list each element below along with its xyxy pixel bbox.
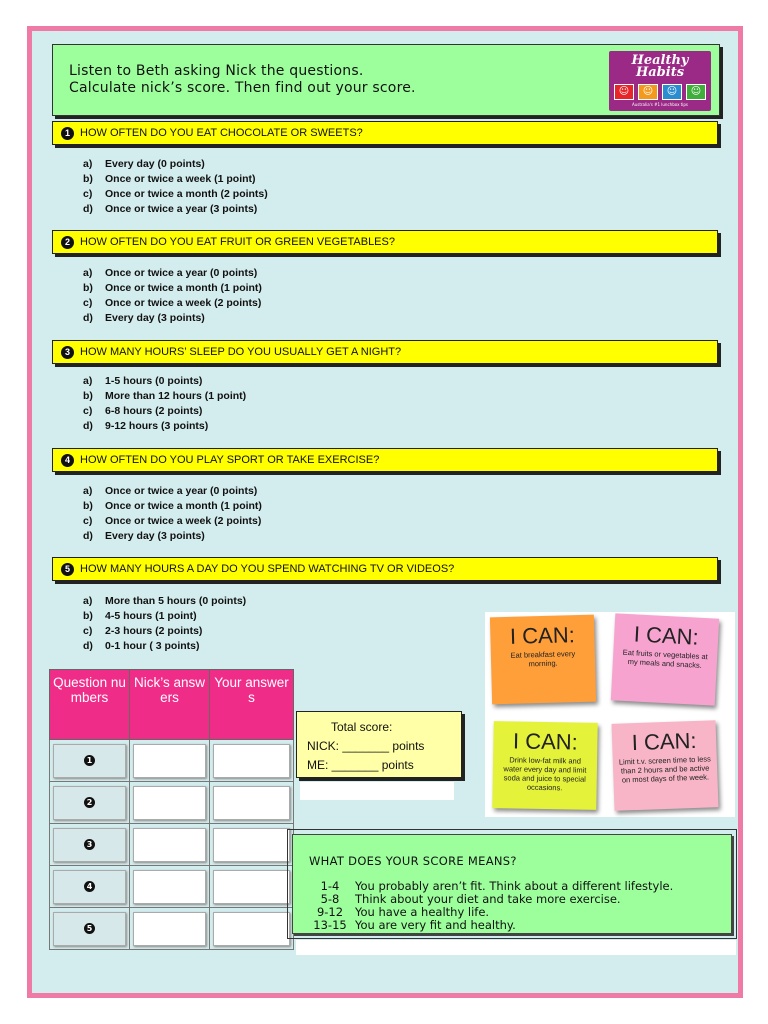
question-2-text: HOW OFTEN DO YOU EAT FRUIT OR GREEN VEGETABLES? [80, 236, 395, 248]
nick-answer-cell[interactable] [130, 908, 210, 950]
option-item [83, 266, 262, 281]
sticky-note-screen-time [612, 720, 719, 811]
option-text: Once or twice a year (3 points) [105, 203, 258, 215]
sticky-note-milk [492, 721, 598, 810]
table-row [50, 782, 294, 824]
header-nicks-answers: Nick’s answers [130, 670, 210, 740]
total-score-box [296, 711, 462, 778]
option-item [83, 609, 246, 624]
option-text: Once or twice a week (1 point) [105, 173, 256, 185]
sticky-note-title: I CAN: [509, 622, 576, 649]
score-range: 13-15 [313, 918, 347, 932]
option-letter: d) [83, 420, 93, 432]
option-text: Every day (3 points) [105, 530, 205, 542]
logo-faces [614, 84, 706, 100]
row-number-box [53, 786, 126, 820]
smiley-face-icon: ☺ [686, 84, 706, 100]
row-number-box [53, 828, 126, 862]
option-item [83, 311, 262, 326]
nick-answer-cell[interactable] [130, 866, 210, 908]
option-item [83, 281, 262, 296]
table-row [50, 824, 294, 866]
smiley-face-icon: ☺ [614, 84, 634, 100]
option-text: 0-1 hour ( 3 points) [105, 640, 200, 652]
row-number-box [53, 912, 126, 946]
total-score-shadow-area [300, 782, 454, 800]
score-description: You probably aren’t fit. Think about a different lifestyle. [355, 879, 674, 893]
smiley-face-icon: ☺ [638, 84, 658, 100]
score-table [49, 669, 294, 950]
row-number-cell [50, 824, 130, 866]
table-row [50, 866, 294, 908]
sticky-note-text: Eat breakfast every morning. [510, 649, 576, 669]
option-item [83, 594, 246, 609]
option-text: 9-12 hours (3 points) [105, 420, 209, 432]
row-number-cell [50, 866, 130, 908]
option-letter: c) [83, 405, 93, 417]
question-1-options [83, 157, 268, 217]
table-row [50, 908, 294, 950]
sticky-note-text: Eat fruits or vegetables at my meals and snacks. [622, 647, 708, 670]
question-2-header [52, 230, 718, 254]
your-answer-cell[interactable] [210, 866, 294, 908]
healthy-habits-logo [609, 51, 711, 111]
option-item [83, 157, 268, 172]
score-range-row [309, 919, 516, 932]
option-item [83, 499, 262, 514]
nick-answer-cell[interactable] [130, 782, 210, 824]
option-letter: b) [83, 390, 93, 402]
option-text: Once or twice a month (1 point) [105, 500, 262, 512]
option-item [83, 296, 262, 311]
option-letter: d) [83, 312, 93, 324]
option-item [83, 172, 268, 187]
question-3-header [52, 340, 718, 364]
option-item [83, 202, 268, 217]
sticky-note-breakfast [490, 615, 596, 705]
option-text: Once or twice a year (0 points) [105, 267, 258, 279]
option-letter: c) [83, 625, 93, 637]
table-row [50, 740, 294, 782]
question-4-header [52, 448, 718, 472]
question-5-options [83, 594, 246, 654]
question-3-text: HOW MANY HOURS’ SLEEP DO YOU USUALLY GET A NIGHT? [80, 346, 402, 358]
my-total-line[interactable]: ME: _______ points [307, 758, 414, 772]
option-letter: b) [83, 173, 93, 185]
row-number-cell [50, 782, 130, 824]
score-meaning-panel [292, 834, 732, 934]
intro-box [52, 44, 720, 116]
nick-answer-box[interactable] [133, 786, 206, 820]
your-answer-box[interactable] [213, 786, 290, 820]
nick-total-line[interactable]: NICK: _______ points [307, 739, 425, 753]
option-item [83, 187, 268, 202]
question-3-options [83, 374, 246, 434]
your-answer-cell[interactable] [210, 782, 294, 824]
option-letter: b) [83, 610, 93, 622]
number-2-icon: 2 [84, 797, 95, 808]
option-letter: c) [83, 515, 93, 527]
intro-line-1: Listen to Beth asking Nick the questions. [69, 63, 364, 79]
nick-answer-box[interactable] [133, 870, 206, 904]
total-score-title: Total score: [331, 720, 393, 734]
option-item [83, 419, 246, 434]
sticky-note-title: I CAN: [633, 621, 700, 650]
option-letter: a) [83, 158, 93, 170]
option-text: 2-3 hours (2 points) [105, 625, 203, 637]
row-number-box [53, 744, 126, 778]
question-5-header [52, 557, 718, 581]
nick-answer-box[interactable] [133, 828, 206, 862]
number-4-icon: 4 [84, 881, 95, 892]
option-letter: b) [83, 500, 93, 512]
sticky-note-title: I CAN: [512, 728, 579, 755]
option-letter: d) [83, 203, 93, 215]
option-letter: a) [83, 267, 93, 279]
option-item [83, 374, 246, 389]
score-range: 9-12 [316, 905, 344, 919]
option-letter: a) [83, 375, 93, 387]
i-can-sticky-notes-image [485, 612, 735, 817]
score-range: 5-8 [320, 892, 340, 906]
intro-text [69, 63, 416, 97]
option-letter: a) [83, 595, 93, 607]
number-3-icon: 3 [61, 346, 74, 359]
score-range: 1-4 [320, 879, 340, 893]
option-text: Every day (0 points) [105, 158, 205, 170]
question-5-text: HOW MANY HOURS A DAY DO YOU SPEND WATCHING TV OR VIDEOS? [80, 563, 455, 575]
option-text: 4-5 hours (1 point) [105, 610, 197, 622]
logo-tagline: Australia's #1 lunchbox tips [631, 102, 689, 107]
number-1-icon: 1 [61, 127, 74, 140]
header-your-answers: Your answers [210, 670, 294, 740]
option-text: 1-5 hours (0 points) [105, 375, 203, 387]
your-answer-box[interactable] [213, 912, 290, 946]
row-number-cell [50, 740, 130, 782]
option-text: Every day (3 points) [105, 312, 205, 324]
option-letter: a) [83, 485, 93, 497]
table-header-row [50, 670, 294, 740]
sticky-note-text: Drink low-fat milk and water every day and limit soda and juice to special occasions. [503, 755, 587, 793]
your-answer-box[interactable] [213, 870, 290, 904]
option-text: More than 5 hours (0 points) [105, 595, 247, 607]
option-item [83, 484, 262, 499]
question-4-text: HOW OFTEN DO YOU PLAY SPORT OR TAKE EXERCISE? [80, 454, 380, 466]
row-number-box [53, 870, 126, 904]
smiley-face-icon: ☺ [662, 84, 682, 100]
option-text: Once or twice a week (2 points) [105, 515, 262, 527]
nick-answer-cell[interactable] [130, 824, 210, 866]
row-number-cell [50, 908, 130, 950]
option-text: Once or twice a week (2 points) [105, 297, 262, 309]
question-1-text: HOW OFTEN DO YOU EAT CHOCOLATE OR SWEETS? [80, 127, 363, 139]
score-meaning-box [287, 829, 737, 939]
score-description: You are very fit and healthy. [355, 918, 516, 932]
score-meaning-title: WHAT DOES YOUR SCORE MEANS? [309, 854, 517, 868]
option-item [83, 514, 262, 529]
nick-answer-box[interactable] [133, 744, 206, 778]
nick-answer-cell[interactable] [130, 740, 210, 782]
sticky-note-title: I CAN: [631, 727, 697, 756]
option-text: Once or twice a month (2 points) [105, 188, 268, 200]
option-text: 6-8 hours (2 points) [105, 405, 203, 417]
option-letter: c) [83, 297, 93, 309]
option-letter: c) [83, 188, 93, 200]
sticky-note-text: Limit t.v. screen time to less than 2 hours and be active on most days of the week. [618, 754, 711, 785]
number-3-icon: 3 [84, 839, 95, 850]
score-meaning-shadow-area [296, 940, 736, 955]
your-answer-box[interactable] [213, 828, 290, 862]
number-1-icon: 1 [84, 755, 95, 766]
score-description: You have a healthy life. [355, 905, 490, 919]
nick-answer-box[interactable] [133, 912, 206, 946]
your-answer-cell[interactable] [210, 824, 294, 866]
option-item [83, 639, 246, 654]
option-text: Once or twice a year (0 points) [105, 485, 258, 497]
logo-title-line-1: Healthy [631, 53, 689, 68]
option-item [83, 529, 262, 544]
sticky-note-fruits [611, 613, 719, 705]
header-question-numbers: Question numbers [50, 670, 130, 740]
option-letter: b) [83, 282, 93, 294]
option-item [83, 389, 246, 404]
question-1-header [52, 121, 718, 145]
number-5-icon: 5 [84, 923, 95, 934]
option-item [83, 404, 246, 419]
logo-title-line-2: Habits [635, 65, 685, 80]
question-4-options [83, 484, 262, 544]
option-letter: d) [83, 640, 93, 652]
question-2-options [83, 266, 262, 326]
number-2-icon: 2 [61, 236, 74, 249]
number-5-icon: 5 [61, 563, 74, 576]
option-item [83, 624, 246, 639]
your-answer-box[interactable] [213, 744, 290, 778]
option-letter: d) [83, 530, 93, 542]
your-answer-cell[interactable] [210, 740, 294, 782]
option-text: Once or twice a month (1 point) [105, 282, 262, 294]
number-4-icon: 4 [61, 454, 74, 467]
score-description: Think about your diet and take more exercise. [355, 892, 621, 906]
intro-line-2: Calculate nick’s score. Then find out your score. [69, 80, 416, 96]
option-text: More than 12 hours (1 point) [105, 390, 247, 402]
your-answer-cell[interactable] [210, 908, 294, 950]
